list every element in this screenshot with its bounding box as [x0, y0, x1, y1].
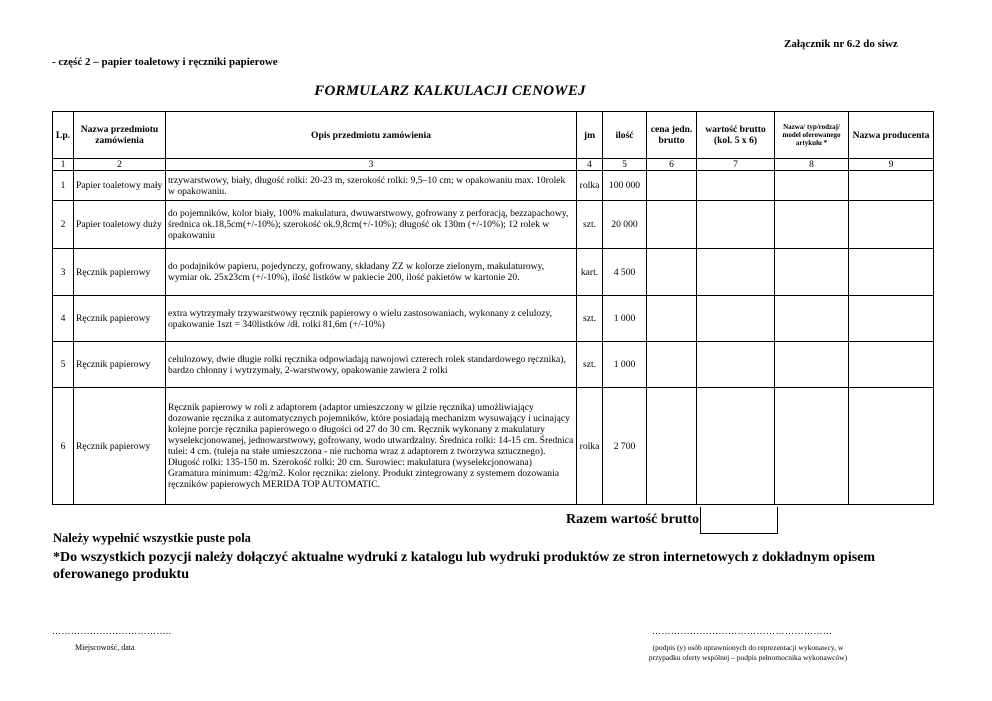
- total-value-cell[interactable]: [697, 171, 775, 201]
- table-row: [53, 171, 934, 201]
- row-quantity: 2 700: [603, 388, 647, 505]
- row-unit: rolka: [577, 171, 603, 201]
- header-item-name: Nazwa przedmiotu zamówienia: [74, 112, 166, 159]
- header-description: Opis przedmiotu zamówienia: [166, 112, 577, 159]
- row-quantity: 100 000: [603, 171, 647, 201]
- total-value-cell[interactable]: [697, 201, 775, 249]
- row-lp: 1: [53, 171, 74, 201]
- column-number: 1: [53, 159, 74, 171]
- row-quantity: 1 000: [603, 342, 647, 388]
- unit-price-cell[interactable]: [647, 171, 697, 201]
- column-number-row: [53, 159, 934, 171]
- header-total-value: wartość brutto (kol. 5 x 6): [697, 112, 775, 159]
- total-value-cell[interactable]: [697, 342, 775, 388]
- row-description: extra wytrzymały trzywarstwowy ręcznik papierowy o wielu zastosowaniach, wykonany z celulozy, opakowanie 1szt = 340listków /dł. rolki 81,6m (+/-10%): [166, 296, 577, 342]
- column-number: 2: [74, 159, 166, 171]
- row-quantity: 20 000: [603, 201, 647, 249]
- column-number: 3: [166, 159, 577, 171]
- place-date-label: Miejscowość, data: [75, 643, 135, 652]
- model-cell[interactable]: [775, 171, 849, 201]
- row-unit: szt.: [577, 342, 603, 388]
- row-lp: 2: [53, 201, 74, 249]
- place-date-line: ………………………………..: [52, 626, 172, 636]
- model-cell[interactable]: [775, 342, 849, 388]
- header-model: Nazwa/ typ/rodzaj/ model oferowanego artykułu *: [775, 112, 849, 159]
- row-lp: 5: [53, 342, 74, 388]
- attachment-note: *Do wszystkich pozycji należy dołączyć aktualne wydruki z katalogu lub wydruki produktów ze stron internetowych z dokładnym opisem oferowanego produktu: [53, 550, 876, 582]
- row-lp: 4: [53, 296, 74, 342]
- producer-cell[interactable]: [849, 296, 934, 342]
- header-lp: Lp.: [53, 112, 74, 159]
- row-unit: kart.: [577, 249, 603, 296]
- row-lp: 6: [53, 388, 74, 505]
- header-unit: jm: [577, 112, 603, 159]
- unit-price-cell[interactable]: [647, 388, 697, 505]
- row-unit: rolka: [577, 388, 603, 505]
- model-cell[interactable]: [775, 388, 849, 505]
- row-item-name: Ręcznik papierowy: [74, 388, 166, 505]
- producer-cell[interactable]: [849, 171, 934, 201]
- row-unit: szt.: [577, 296, 603, 342]
- table-row: [53, 388, 934, 505]
- table-row: [53, 249, 934, 296]
- signature-label: (podpis (y) osób uprawnionych do reprezentacji wykonawcy, w przypadku oferty wspólnej – podpis pełnomocnika wykonawców): [648, 643, 848, 662]
- row-description: Ręcznik papierowy w roli z adaptorem (adaptor umieszczony w gilzie ręcznika) umożliwiający dozowanie ręcznika z automatycznych pojemników, które posiadają mechanizm wysuwający i ucinający kolejne porcje ręcznika papierowego o długości od 27 do 30 cm. Ręcznik wykonany z makulatury wyselekcjonowanej, jednowarstwowy, gofrowany, wodo utwardzalny. Średnica rolki: 14-15 cm. Średnica tulei: 4 cm. (tuleja na stałe umieszczona - nie ruchoma wraz z adaptorem z tworzywa sztucznego). Długość rolki: 135-150 m. Szerokość rolki: 20 cm. Surowiec: makulatura (wyselekcjonowana) Gramatura minimum: 42g/m2. Kolor ręcznika: zielony. Produkt zintegrowany z systemem dozowania ręczników papierowych MERIDA TOP AUTOMATIC.: [166, 388, 577, 505]
- row-item-name: Ręcznik papierowy: [74, 296, 166, 342]
- row-item-name: Ręcznik papierowy: [74, 342, 166, 388]
- row-unit: szt.: [577, 201, 603, 249]
- header-quantity: ilość: [603, 112, 647, 159]
- producer-cell[interactable]: [849, 342, 934, 388]
- unit-price-cell[interactable]: [647, 201, 697, 249]
- total-value-box[interactable]: [700, 507, 778, 534]
- producer-cell[interactable]: [849, 201, 934, 249]
- column-number: 7: [697, 159, 775, 171]
- row-item-name: Papier toaletowy duży: [74, 201, 166, 249]
- table-row: [53, 201, 934, 249]
- total-value-cell[interactable]: [697, 249, 775, 296]
- model-cell[interactable]: [775, 296, 849, 342]
- model-cell[interactable]: [775, 249, 849, 296]
- page-title: FORMULARZ KALKULACJI CENOWEJ: [314, 83, 586, 99]
- column-number: 4: [577, 159, 603, 171]
- part-label: - część 2 – papier toaletowy i ręczniki papierowe: [52, 56, 278, 68]
- row-quantity: 4 500: [603, 249, 647, 296]
- table-header-row: [53, 112, 934, 159]
- unit-price-cell[interactable]: [647, 342, 697, 388]
- column-number: 5: [603, 159, 647, 171]
- row-description: trzywarstwowy, biały, długość rolki: 20-23 m, szerokość rolki: 9,5–10 cm; w opakowaniu max. 10rolek w opakowaniu.: [166, 171, 577, 201]
- total-value-cell[interactable]: [697, 296, 775, 342]
- total-value-cell[interactable]: [697, 388, 775, 505]
- table-row: [53, 342, 934, 388]
- row-item-name: Ręcznik papierowy: [74, 249, 166, 296]
- header-unit-price: cena jedn. brutto: [647, 112, 697, 159]
- row-description: do pojemników, kolor biały, 100% makulatura, dwuwarstwowy, gofrowany z perforacją, bezzapachowy, średnica ok.18,5cm(+/-10%); szerokość ok.9,8cm(+/-10%); długość ok 130m (+/-10%); 12 rolek w opakowaniu: [166, 201, 577, 249]
- signature-line: …………………………………………………: [652, 626, 833, 636]
- column-number: 6: [647, 159, 697, 171]
- column-number: 9: [849, 159, 934, 171]
- column-number: 8: [775, 159, 849, 171]
- total-label: Razem wartość brutto: [566, 512, 699, 527]
- row-description: celulozowy, dwie długie rolki ręcznika odpowiadają nawojowi czterech rolek standardowego ręcznika), bardzo chłonny i wytrzymały, 2-warstwowy, opakowanie zawiera 2 rolki: [166, 342, 577, 388]
- price-table: [52, 111, 934, 505]
- producer-cell[interactable]: [849, 249, 934, 296]
- row-item-name: Papier toaletowy mały: [74, 171, 166, 201]
- header-producer: Nazwa producenta: [849, 112, 934, 159]
- row-description: do podajników papieru, pojedynczy, gofrowany, składany ZZ w kolorze zielonym, makulaturowy, wymiar ok. 25x23cm (+/-10%), ilość listków w pakiecie 200, ilość pakietów w kartonie 20.: [166, 249, 577, 296]
- unit-price-cell[interactable]: [647, 296, 697, 342]
- annex-label: Załącznik nr 6.2 do siwz: [784, 38, 898, 50]
- fill-all-note: Należy wypełnić wszystkie puste pola: [53, 531, 251, 545]
- model-cell[interactable]: [775, 201, 849, 249]
- row-quantity: 1 000: [603, 296, 647, 342]
- row-lp: 3: [53, 249, 74, 296]
- unit-price-cell[interactable]: [647, 249, 697, 296]
- producer-cell[interactable]: [849, 388, 934, 505]
- table-row: [53, 296, 934, 342]
